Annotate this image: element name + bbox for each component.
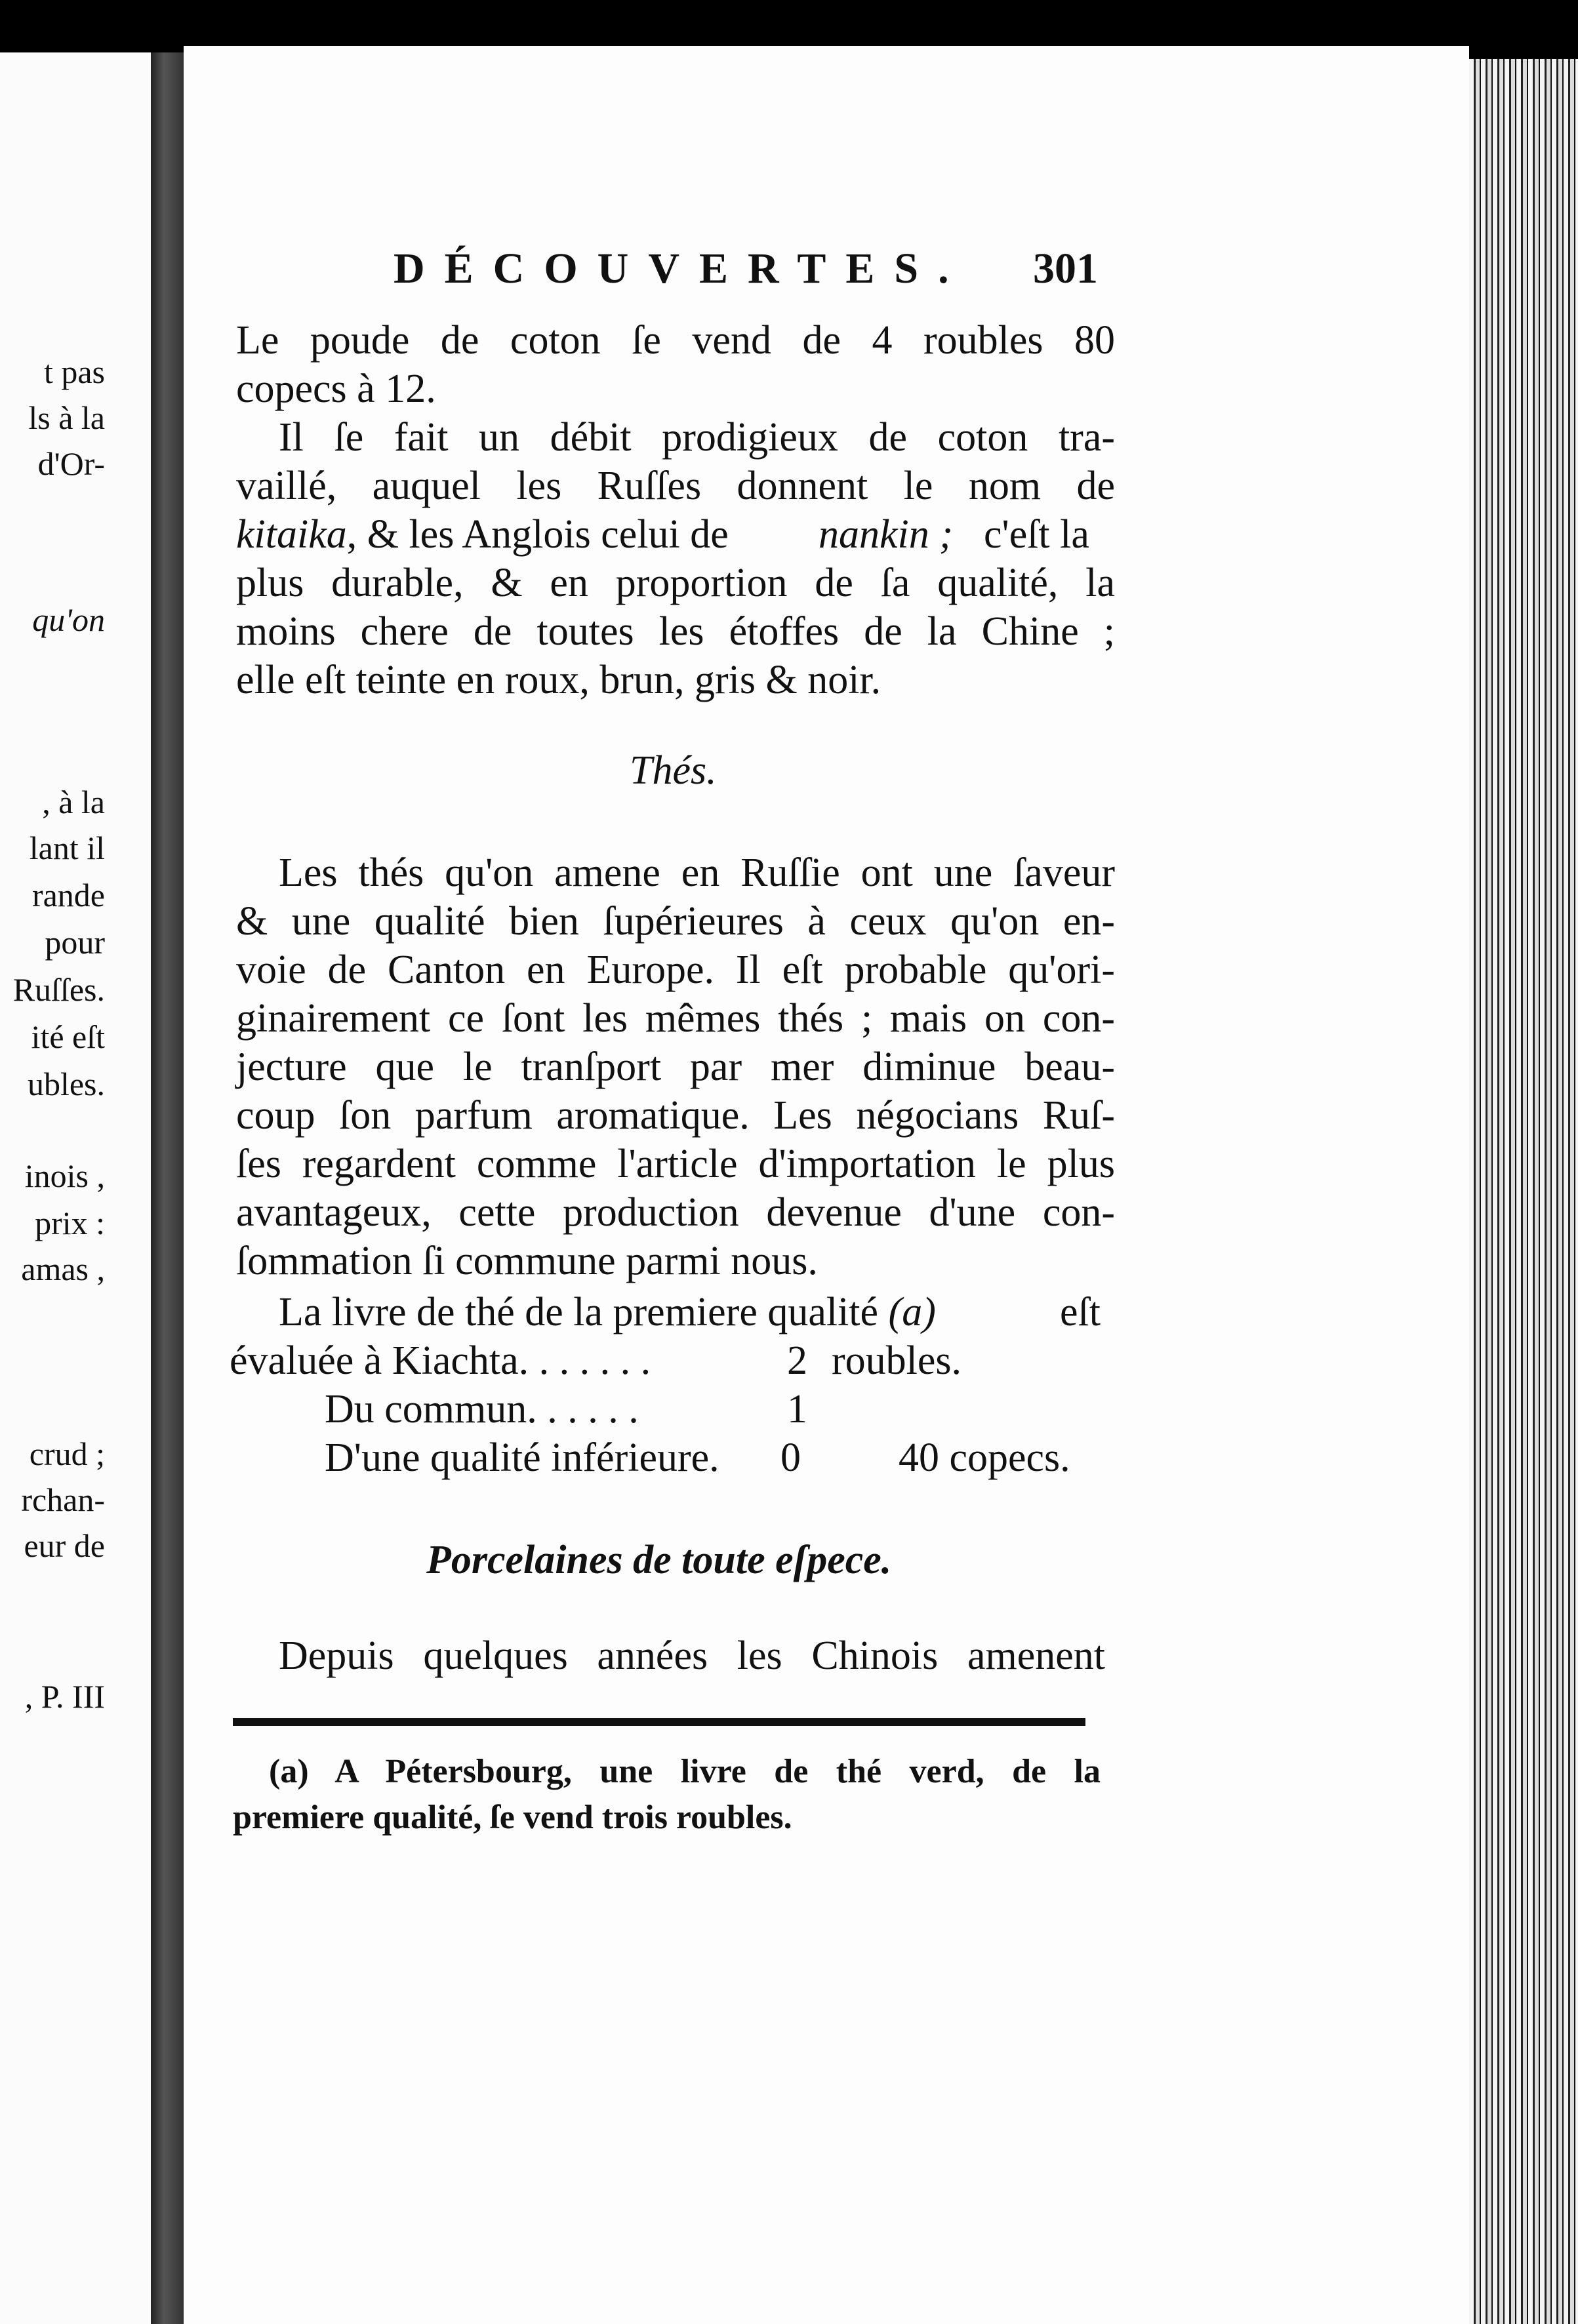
running-head: DÉCOUVERTES. (394, 245, 969, 292)
price-roubles: 0 (780, 1435, 801, 1480)
text-line: avantageux, cette production devenue d'une con- (236, 1190, 1115, 1235)
left-fragment: rchan- (21, 1481, 105, 1518)
footnote-rule (233, 1718, 1085, 1726)
text-line-kitaika (236, 514, 729, 555)
left-fragment: amas , (21, 1251, 105, 1287)
left-fragment: rande (31, 877, 105, 913)
left-fragment: crud ; (29, 1435, 105, 1472)
text-line: jecture que le tranſport par mer diminue beau- (236, 1045, 1115, 1089)
left-fragment: , à la (42, 784, 105, 820)
term-nankin: nankin ; (819, 512, 953, 557)
left-fragment: ité eſt (31, 1018, 105, 1055)
text-line: Les thés qu'on amene en Ruſſie ont une ſaveur (279, 851, 1115, 895)
text-line: coup ſon parfum aromatique. Les négocians Ruſ- (236, 1093, 1115, 1138)
text-line: moins chere de toutes les étoffes de la Chine ; (236, 609, 1115, 654)
book-gutter (151, 52, 184, 2324)
footnote-line: premiere qualité, ſe vend trois roubles. (233, 1799, 792, 1836)
left-fragment: inois , (24, 1157, 105, 1194)
text-line: Depuis quelques années les Chinois amenent (279, 1633, 1105, 1678)
left-facing-page (0, 52, 151, 2324)
left-fragment: t pas (43, 353, 105, 390)
text-line: & une qualité bien ſupérieures à ceux qu'on en- (236, 899, 1115, 944)
price-unit: roubles. (832, 1338, 962, 1383)
text-line: Le poude de coton ſe vend de 4 roubles 80 (236, 318, 1115, 363)
left-fragment: eur de (24, 1527, 105, 1564)
text-line: ginairement ce ſont les mêmes thés ; mais on con- (236, 996, 1115, 1041)
text-fragment: c'eſt la (984, 512, 1089, 557)
left-fragment: ls à la (28, 399, 105, 436)
book-fore-edge (1469, 59, 1578, 2324)
text-line: ſommation ſi commune parmi nous. (236, 1239, 818, 1283)
price-roubles: 2 (787, 1338, 807, 1383)
left-fragment: Ruſſes. (12, 971, 105, 1008)
left-fragment: prix : (35, 1205, 105, 1241)
text-line: voie de Canton en Europe. Il eſt probable qu'ori- (236, 948, 1115, 992)
price-row-label: Du commun. . . . . . (325, 1387, 639, 1432)
text-line: copecs à 12. (236, 367, 436, 411)
price-row-label: évaluée à Kiachta. . . . . . . (230, 1338, 651, 1383)
text-line: elle eſt teinte en roux, brun, gris & noir. (236, 658, 881, 702)
text-line (279, 1292, 936, 1332)
price-copecs: 40 copecs. (899, 1435, 1070, 1480)
text-fragment: eſt (1060, 1290, 1101, 1334)
price-row-label: D'une qualité inférieure. (325, 1435, 719, 1480)
text-fragment: La livre de thé de la premiere qualité (279, 1290, 879, 1334)
term-kitaika: kitaika (236, 512, 347, 557)
page-number: 301 (1033, 245, 1098, 292)
section-heading: Porcelaines de toute eſpece. (426, 1538, 892, 1582)
footnote-reference: (a) (888, 1290, 936, 1334)
left-fragment: qu'on (32, 601, 105, 638)
left-fragment: pour (45, 924, 105, 961)
footnote-line: (a) A Pétersbourg, une livre de thé verd, de la (269, 1753, 1101, 1790)
left-fragment: , P. III (24, 1678, 105, 1715)
text-fragment: , & les Anglois celui de (346, 512, 729, 557)
left-fragment: ubles. (27, 1066, 105, 1102)
left-fragment: d'Or- (37, 445, 105, 482)
text-line: vaillé, auquel les Ruſſes donnent le nom de (236, 464, 1115, 508)
text-line: Il ſe fait un débit prodigieux de coton tra- (279, 415, 1115, 460)
text-line: plus durable, & en proportion de ſa qualité, la (236, 561, 1115, 605)
price-roubles: 1 (787, 1387, 807, 1432)
left-fragment: lant il (29, 830, 105, 866)
section-heading: Thés. (630, 748, 717, 793)
text-line: ſes regardent comme l'article d'importation le plus (236, 1142, 1115, 1186)
